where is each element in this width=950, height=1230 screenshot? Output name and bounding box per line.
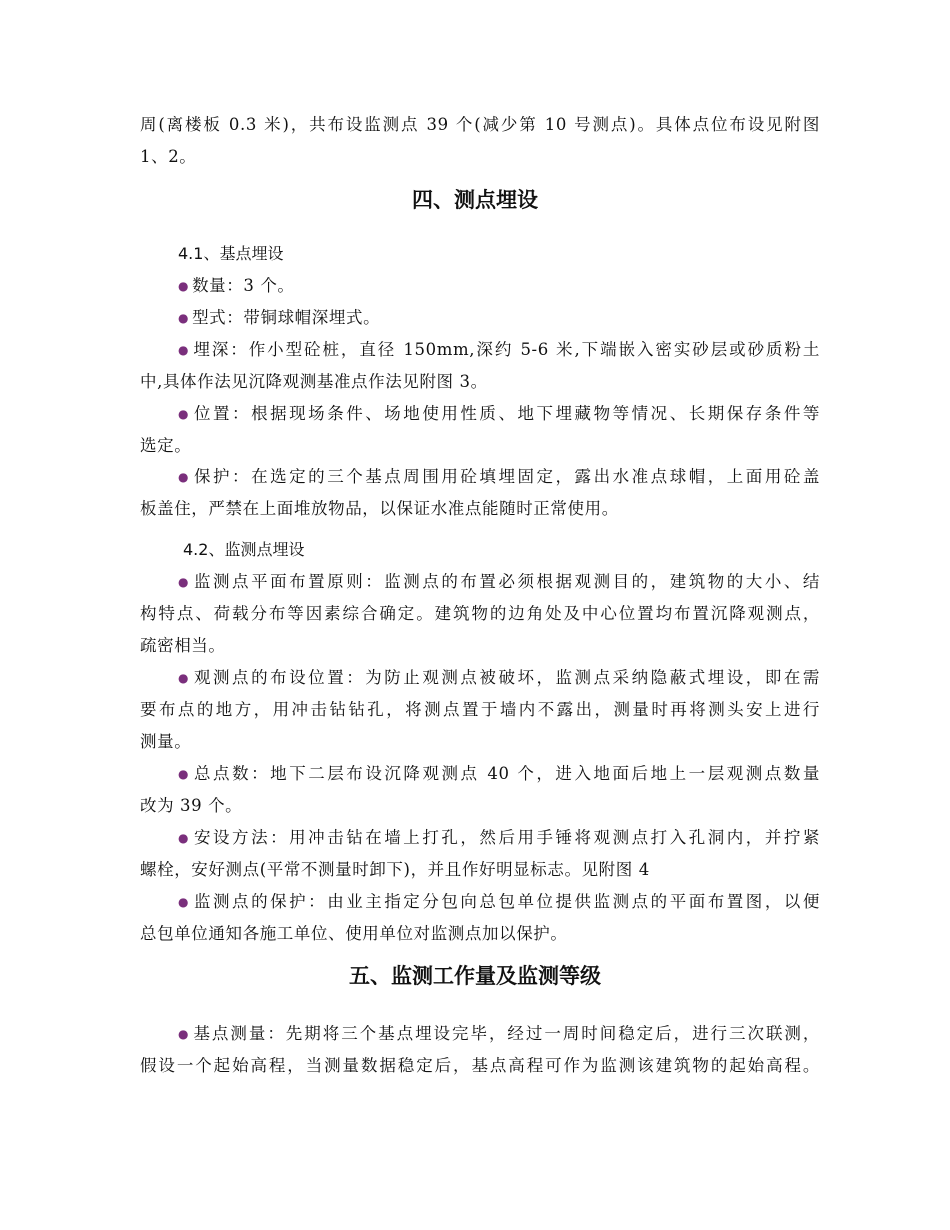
bullet-icon: ● [178,575,191,589]
list-item-protect: ● 保护：在选定的三个基点周围用砼填埋固定，露出水准点球帽，上面用砼盖 [178,467,820,486]
bullet-icon: ● [178,767,192,781]
list-item-base-measure-cont: 假设一个起始高程，当测量数据稳定后，基点高程可作为监测该建筑物的起始高程。 [140,1056,820,1075]
list-item-location: ● 观测点的布设位置：为防止观测点被破坏，监测点采纳隐蔽式埋设，即在需 [178,668,820,687]
intro-line-1: 周(离楼板 0.3 米)，共布设监测点 39 个(减少第 10 号测点)。具体点位布设见附图 [140,115,820,134]
list-item-principle-cont-1: 构特点、荷载分布等因素综合确定。建筑物的边角处及中心位置均布置沉降观测点， [140,604,820,623]
list-item-principle-cont-2: 疏密相当。 [140,636,226,655]
bullet-icon: ● [178,343,191,357]
bullet-icon: ● [178,895,191,909]
list-item-location-cont-2: 测量。 [140,732,192,751]
list-item-position-cont: 选定。 [140,436,192,455]
list-item-total: ● 总点数：地下二层布设沉降观测点 40 个，进入地面后地上一层观测点数量 [178,764,820,783]
bullet-icon: ● [178,407,191,421]
bullet-icon: ● [178,831,191,845]
list-item-depth-cont: 中,具体作法见沉降观测基准点作法见附图 3。 [140,372,488,391]
bullet-icon: ● [178,1027,191,1041]
list-item-protect-cont: 板盖住，严禁在上面堆放物品，以保证水准点能随时正常使用。 [140,499,619,518]
intro-line-2: 1、2。 [140,147,197,166]
list-item-install-cont: 螺栓，安好测点(平常不测量时卸下)，并且作好明显标志。见附图 4 [140,860,650,879]
bullet-icon: ● [178,311,190,325]
section-5-title: 五、监测工作量及监测等级 [349,964,601,988]
list-item-total-cont: 改为 39 个。 [140,796,243,815]
list-item-position: ● 位置：根据现场条件、场地使用性质、地下埋藏物等情况、长期保存条件等 [178,404,820,423]
list-item-protection-cont: 总包单位通知各施工单位、使用单位对监测点加以保护。 [140,924,568,943]
list-item-quantity: ● 数量：3 个。 [178,276,295,295]
list-item-principle: ● 监测点平面布置原则：监测点的布置必须根据观测目的，建筑物的大小、结 [178,572,820,591]
subsection-4-1-title: 4.1、基点埋设 [178,244,284,263]
bullet-icon: ● [178,470,191,484]
section-4-title: 四、测点埋设 [412,188,538,212]
list-item-base-measure: ● 基点测量：先期将三个基点埋设完毕，经过一周时间稳定后，进行三次联测， [178,1024,821,1043]
bullet-icon: ● [178,671,191,685]
list-item-type: ● 型式：带铜球帽深埋式。 [178,308,381,327]
list-item-depth: ● 埋深：作小型砼桩，直径 150mm,深约 5-6 米,下端嵌入密实砂层或砂质粉土 [178,340,820,359]
list-item-install: ● 安设方法：用冲击钻在墙上打孔，然后用手锤将观测点打入孔洞内，并拧紧 [178,828,820,847]
bullet-icon: ● [178,279,190,293]
subsection-4-2-title: 4.2、监测点埋设 [183,540,305,559]
list-item-protection: ● 监测点的保护：由业主指定分包向总包单位提供监测点的平面布置图，以便 [178,892,820,911]
list-item-location-cont-1: 要布点的地方，用冲击钻钻孔，将测点置于墙内不露出，测量时再将测头安上进行 [140,700,820,719]
